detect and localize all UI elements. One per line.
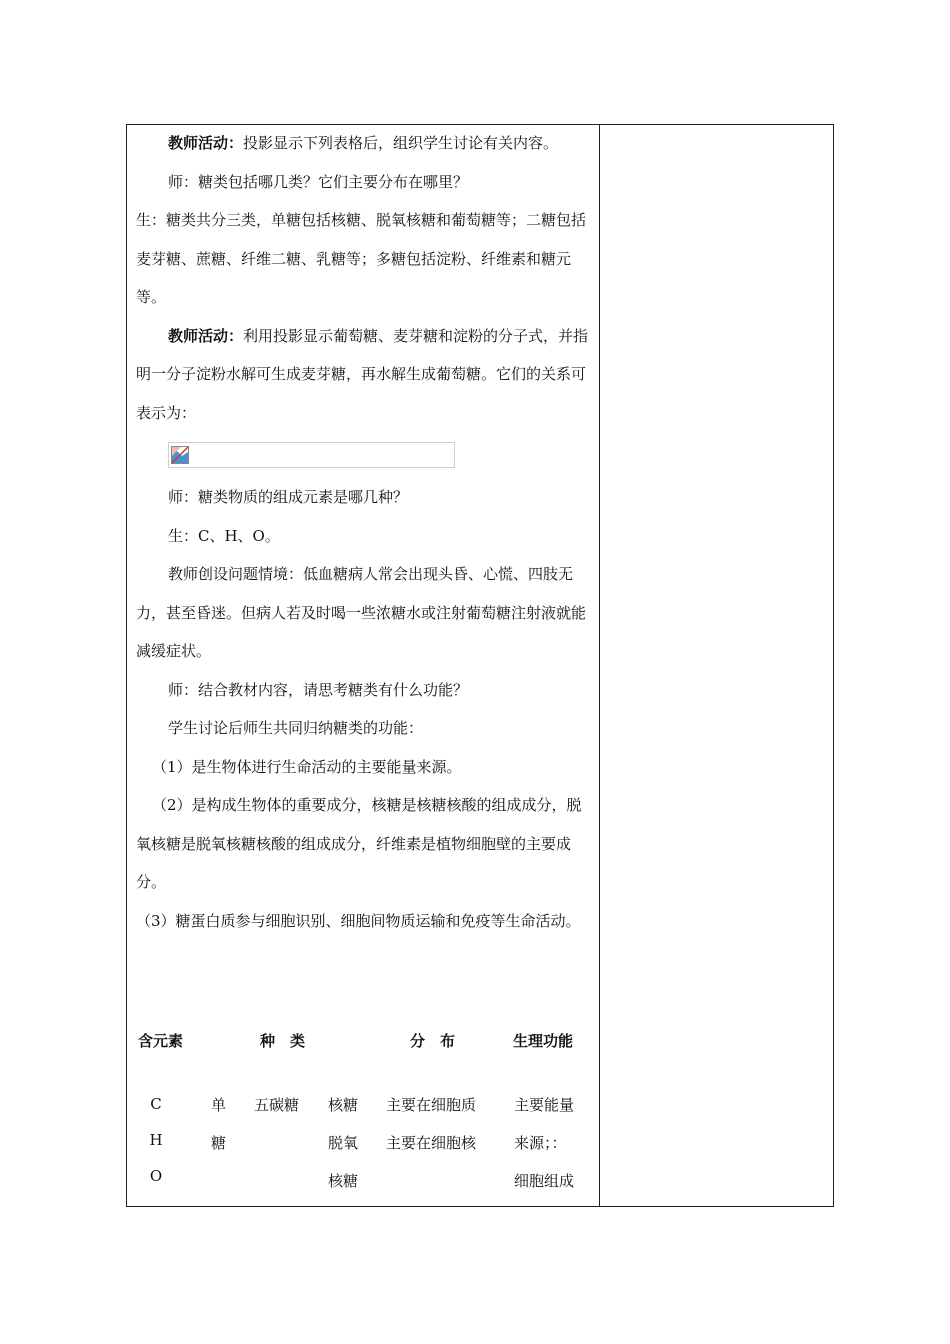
column-divider (599, 124, 600, 1207)
paragraph-element-answer: 生：C、H、O。 (168, 526, 280, 545)
paragraph-function-3: （3）糖蛋白质参与细胞识别、细胞间物质运输和免疫等生命活动。 (136, 911, 581, 930)
paragraph-summary-intro: 学生讨论后师生共同归纳糖类的功能： (168, 719, 424, 737)
header-distribution: 分 布 (410, 1032, 456, 1050)
header-types: 种 类 (260, 1032, 306, 1050)
teacher-activity-label: 教师活动： (168, 326, 244, 345)
paragraph-function-question: 师：结合教材内容，请思考糖类有什么功能？ (168, 680, 469, 699)
subtype-cell: 五碳糖 (254, 1096, 300, 1114)
header-function: 生理功能 (513, 1032, 574, 1050)
sugar-names-cell (328, 1086, 368, 1200)
function-cell (514, 1086, 574, 1200)
elements-cell (148, 1086, 164, 1194)
category-char-2: 糖 (211, 1134, 227, 1152)
distribution-line-1: 主要在细胞质 (386, 1096, 477, 1114)
teacher-activity-text: 投影显示下列表格后，组织学生讨论有关内容。 (243, 134, 559, 152)
paragraph-student-answer: 生：糖类共分三类，单糖包括核糖、脱氧核糖和葡萄糖等；二糖包括麦芽糖、蔗糖、纤维二糖、乳糖等；多糖包括淀粉、纤维素和糖元等。 (136, 211, 587, 306)
paragraph-teacher-question: 师：糖类包括哪几类？它们主要分布在哪里？ (168, 172, 469, 191)
teacher-activity-text: 利用投影显示葡萄糖、麦芽糖和淀粉的分子式，并指明一分子淀粉水解可生成麦芽糖，再水解生成葡萄糖。它们的关系可表示为： (136, 326, 589, 422)
function-line-1: 主要能量 (514, 1096, 575, 1114)
element-o: O (149, 1167, 163, 1185)
sugar-name-line-2: 脱氧 (328, 1134, 359, 1152)
lesson-content (136, 124, 591, 940)
distribution-line-2: 主要在细胞核 (386, 1134, 477, 1152)
paragraph-function-1: （1）是生物体进行生命活动的主要能量来源。 (152, 757, 462, 776)
sugar-name-line-1: 核糖 (328, 1096, 359, 1114)
element-c: C (150, 1095, 162, 1113)
paragraph-problem-scenario: 教师创设问题情境：低血糖病人常会出现头昏、心慌、四肢无力，甚至昏迷。但病人若及时喝一些浓糖水或注射葡萄糖注射液就能减缓症状。 (136, 565, 587, 660)
broken-image-placeholder (168, 442, 455, 468)
paragraph-teacher-activity-1 (136, 124, 591, 163)
teacher-activity-label: 教师活动： (168, 134, 244, 152)
sugar-name-line-3: 核糖 (328, 1172, 359, 1190)
category-cell (211, 1086, 231, 1162)
distribution-cell (386, 1086, 476, 1162)
element-h: H (149, 1131, 163, 1149)
paragraph-teacher-activity-2 (136, 317, 591, 433)
category-char-1: 单 (211, 1096, 227, 1114)
header-elements: 含元素 (138, 1032, 184, 1050)
function-line-3: 细胞组成 (514, 1172, 575, 1190)
broken-image-icon (171, 446, 189, 464)
paragraph-element-question: 师：糖类物质的组成元素是哪几种？ (168, 488, 409, 506)
function-line-2: 来源；： (514, 1134, 567, 1152)
paragraph-function-2: （2）是构成生物体的重要成分，核糖是核糖核酸的组成成分，脱氧核糖是脱氧核糖核酸的组成成分，纤维素是植物细胞壁的主要成分。 (136, 796, 582, 891)
